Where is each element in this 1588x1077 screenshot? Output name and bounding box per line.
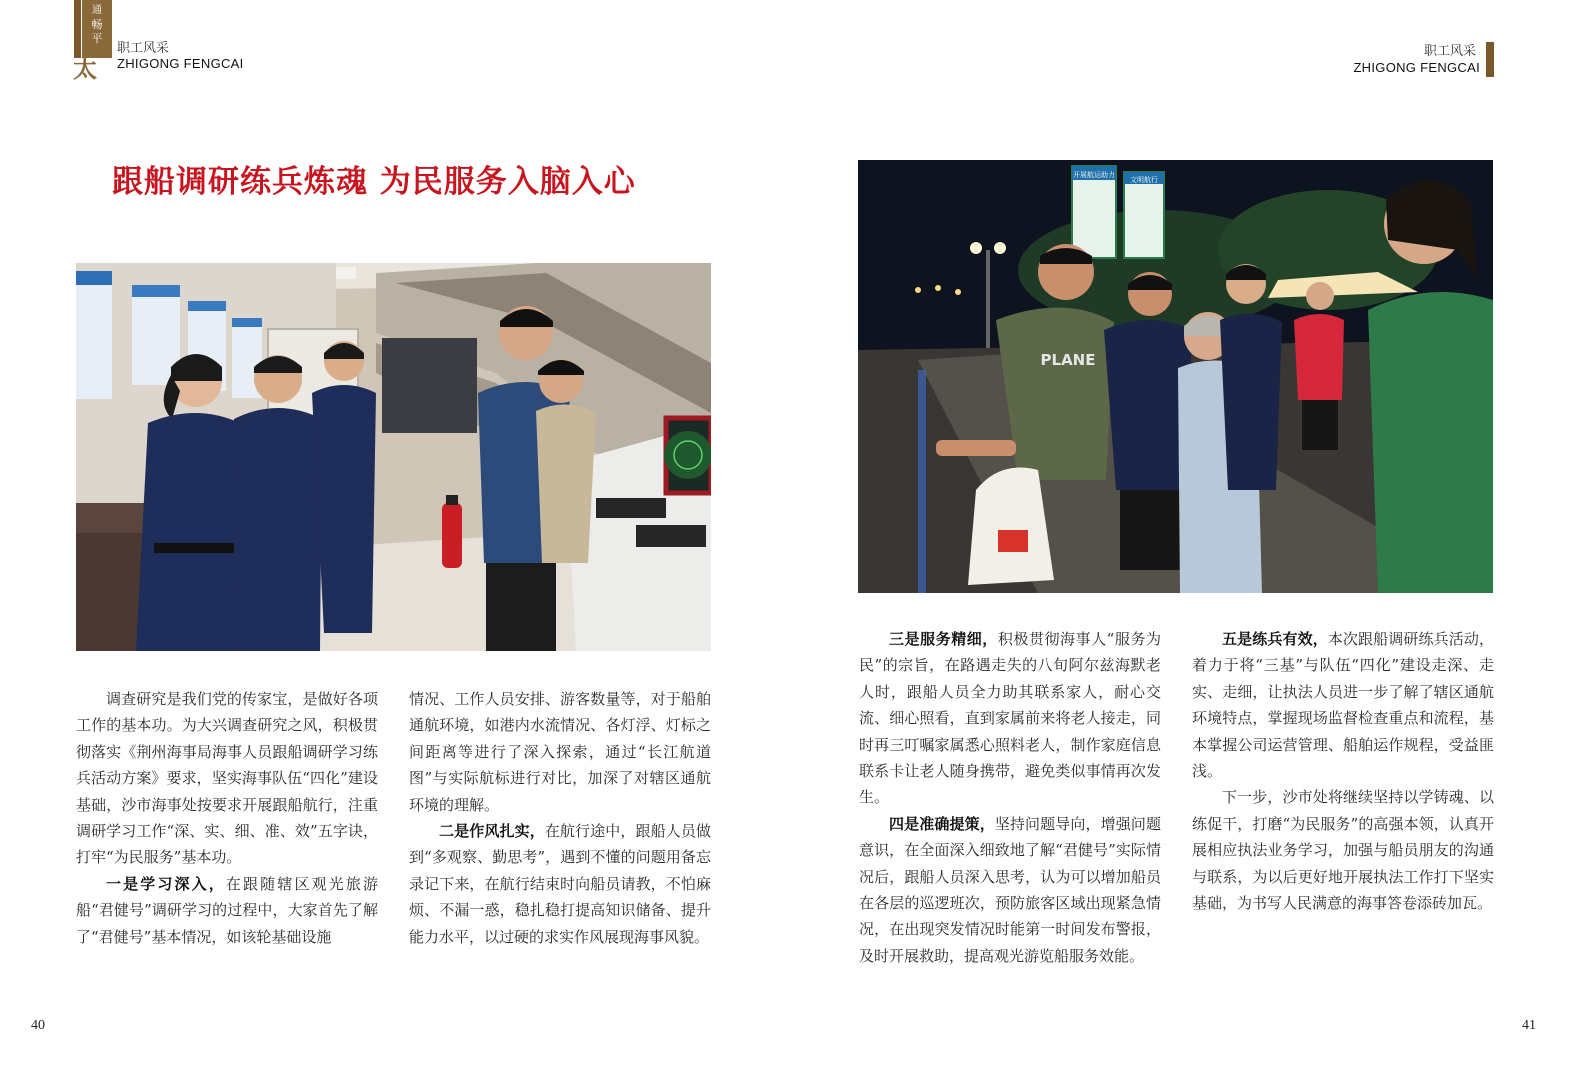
section-label-cn-left: 职工风采 — [117, 41, 170, 56]
photo-ship-bridge-illustration — [76, 263, 711, 651]
col1-lead-heading: 一是学习深入， — [106, 874, 226, 893]
col2-paragraph-2 — [409, 818, 711, 950]
col4-lead-heading: 五是练兵有效， — [1222, 630, 1328, 648]
section-label-en-right: ZHIGONG FENGCAI — [1353, 60, 1480, 75]
col2-lead-heading: 二是作风扎实， — [439, 822, 545, 841]
logo-mark — [82, 0, 112, 58]
header-bar-right — [1486, 42, 1494, 77]
banner-2-text: 文明航行 — [1130, 176, 1158, 184]
page-number-left: 40 — [31, 1018, 45, 1033]
col1-paragraph-2-body: 在跟随辖区观光旅游船“君健号”调研学习的过程中，大家首先了解了“君健号”基本情况，如该轮基础设施 — [76, 874, 378, 946]
logo-char-1: 通 — [92, 5, 102, 16]
col3-paragraph-2 — [859, 811, 1161, 969]
col4-paragraph-2: 下一步，沙市处将继续坚持以学铸魂、以练促干，打磨“为民服务”的高强本领，认真开展相应执法业务学习，加强与船员朋友的沟通与联系，为以后更好地开展执法工作打下坚实基础，为书写人民满意的海事答卷添砖加瓦。 — [1192, 788, 1494, 913]
banner-1-text: 开展航运助力 — [1073, 171, 1115, 179]
logo-char-2: 平 — [91, 32, 103, 45]
article-title: 跟船调研练兵炼魂 为民服务入脑入心 — [112, 164, 636, 200]
col3-paragraph-2-body: 坚持问题导向，增强问题意识，在全面深入细致地了解“君健号”实际情况后，跟船人员深入思考，认为可以增加船员在各层的巡逻班次，预防旅客区域出现紧急情况，在出现突发情况时能第一时间发布警报，及时开展救助，提高观光游览船服务效能。 — [859, 814, 1161, 965]
header-bar-left — [74, 0, 81, 58]
text-column-1 — [76, 686, 378, 950]
text-column-3 — [859, 626, 1161, 969]
col4-paragraph-1 — [1192, 626, 1494, 784]
banner-right — [1124, 172, 1164, 258]
col3-lead-heading-1: 三是服务精细， — [889, 630, 998, 648]
section-label-en-left: ZHIGONG FENGCAI — [117, 56, 244, 71]
page-number-right: 41 — [1522, 1018, 1536, 1033]
section-label-cn-right: 职工风采 — [1423, 44, 1476, 59]
col3-paragraph-1 — [859, 626, 1161, 811]
text-column-2 — [409, 686, 711, 950]
col3-lead-heading-2: 四是准确提策， — [889, 814, 995, 833]
col1-paragraph-1: 调查研究是我们党的传家宝，是做好各项工作的基本功。为大兴调查研究之风，积极贯彻落实《荆州海事局海事人员跟船调研学习练兵活动方案》要求，坚实海事队伍“四化”建设基础，沙市海事处按要求开展跟船航行，注重调研学习工作“深、实、细、准、效”五字诀，打牢“为民服务”基本功。 — [76, 690, 378, 867]
photo-night-street-illustration — [858, 160, 1493, 593]
col2-paragraph-1: 情况、工作人员安排、游客数量等，对于船舶通航环境，如港内水流情况、各灯浮、灯标之间距离等进行了深入探索，通过“长江航道图”与实际航标进行对比，加深了对辖区通航环境的理解。 — [409, 690, 711, 814]
shirt-text: PLANE — [1040, 351, 1096, 369]
photo-ship-bridge — [76, 263, 711, 651]
col2-paragraph-2-body: 在航行途中，跟船人员做到“多观察、勤思考”，遇到不懂的问题用备忘录记下来，在航行结束时向船员请教，不怕麻烦、不漏一惑，稳扎稳打提高知识储备、提升能力水平，以过硬的求实作风展现海事风貌。 — [409, 822, 711, 946]
photo-night-street — [858, 160, 1493, 593]
logo-char-0: 畅 — [91, 18, 103, 31]
col1-paragraph-2 — [76, 871, 378, 950]
col3-paragraph-1-body: 积极贯彻海事人“服务为民”的宗旨，在路遇走失的八旬阿尔兹海默老人时，跟船人员全力助其联系家人，耐心交流、细心照看，直到家属前来将老人接走，同时再三叮嘱家属悉心照料老人，制作家庭信息联系卡让老人随身携带，避免类似事情再次发生。 — [859, 630, 1161, 807]
col4-paragraph-1-body: 本次跟船调研练兵活动，着力于将“三基”与队伍“四化”建设走深、走实、走细，让执法人员进一步了解了辖区通航环境特点，掌握现场监督检查重点和流程，基本掌握公司运营管理、船舶运作规程，受益匪浅。 — [1192, 630, 1494, 781]
logo-char-big: 太 — [73, 54, 97, 83]
text-column-4 — [1192, 626, 1494, 916]
